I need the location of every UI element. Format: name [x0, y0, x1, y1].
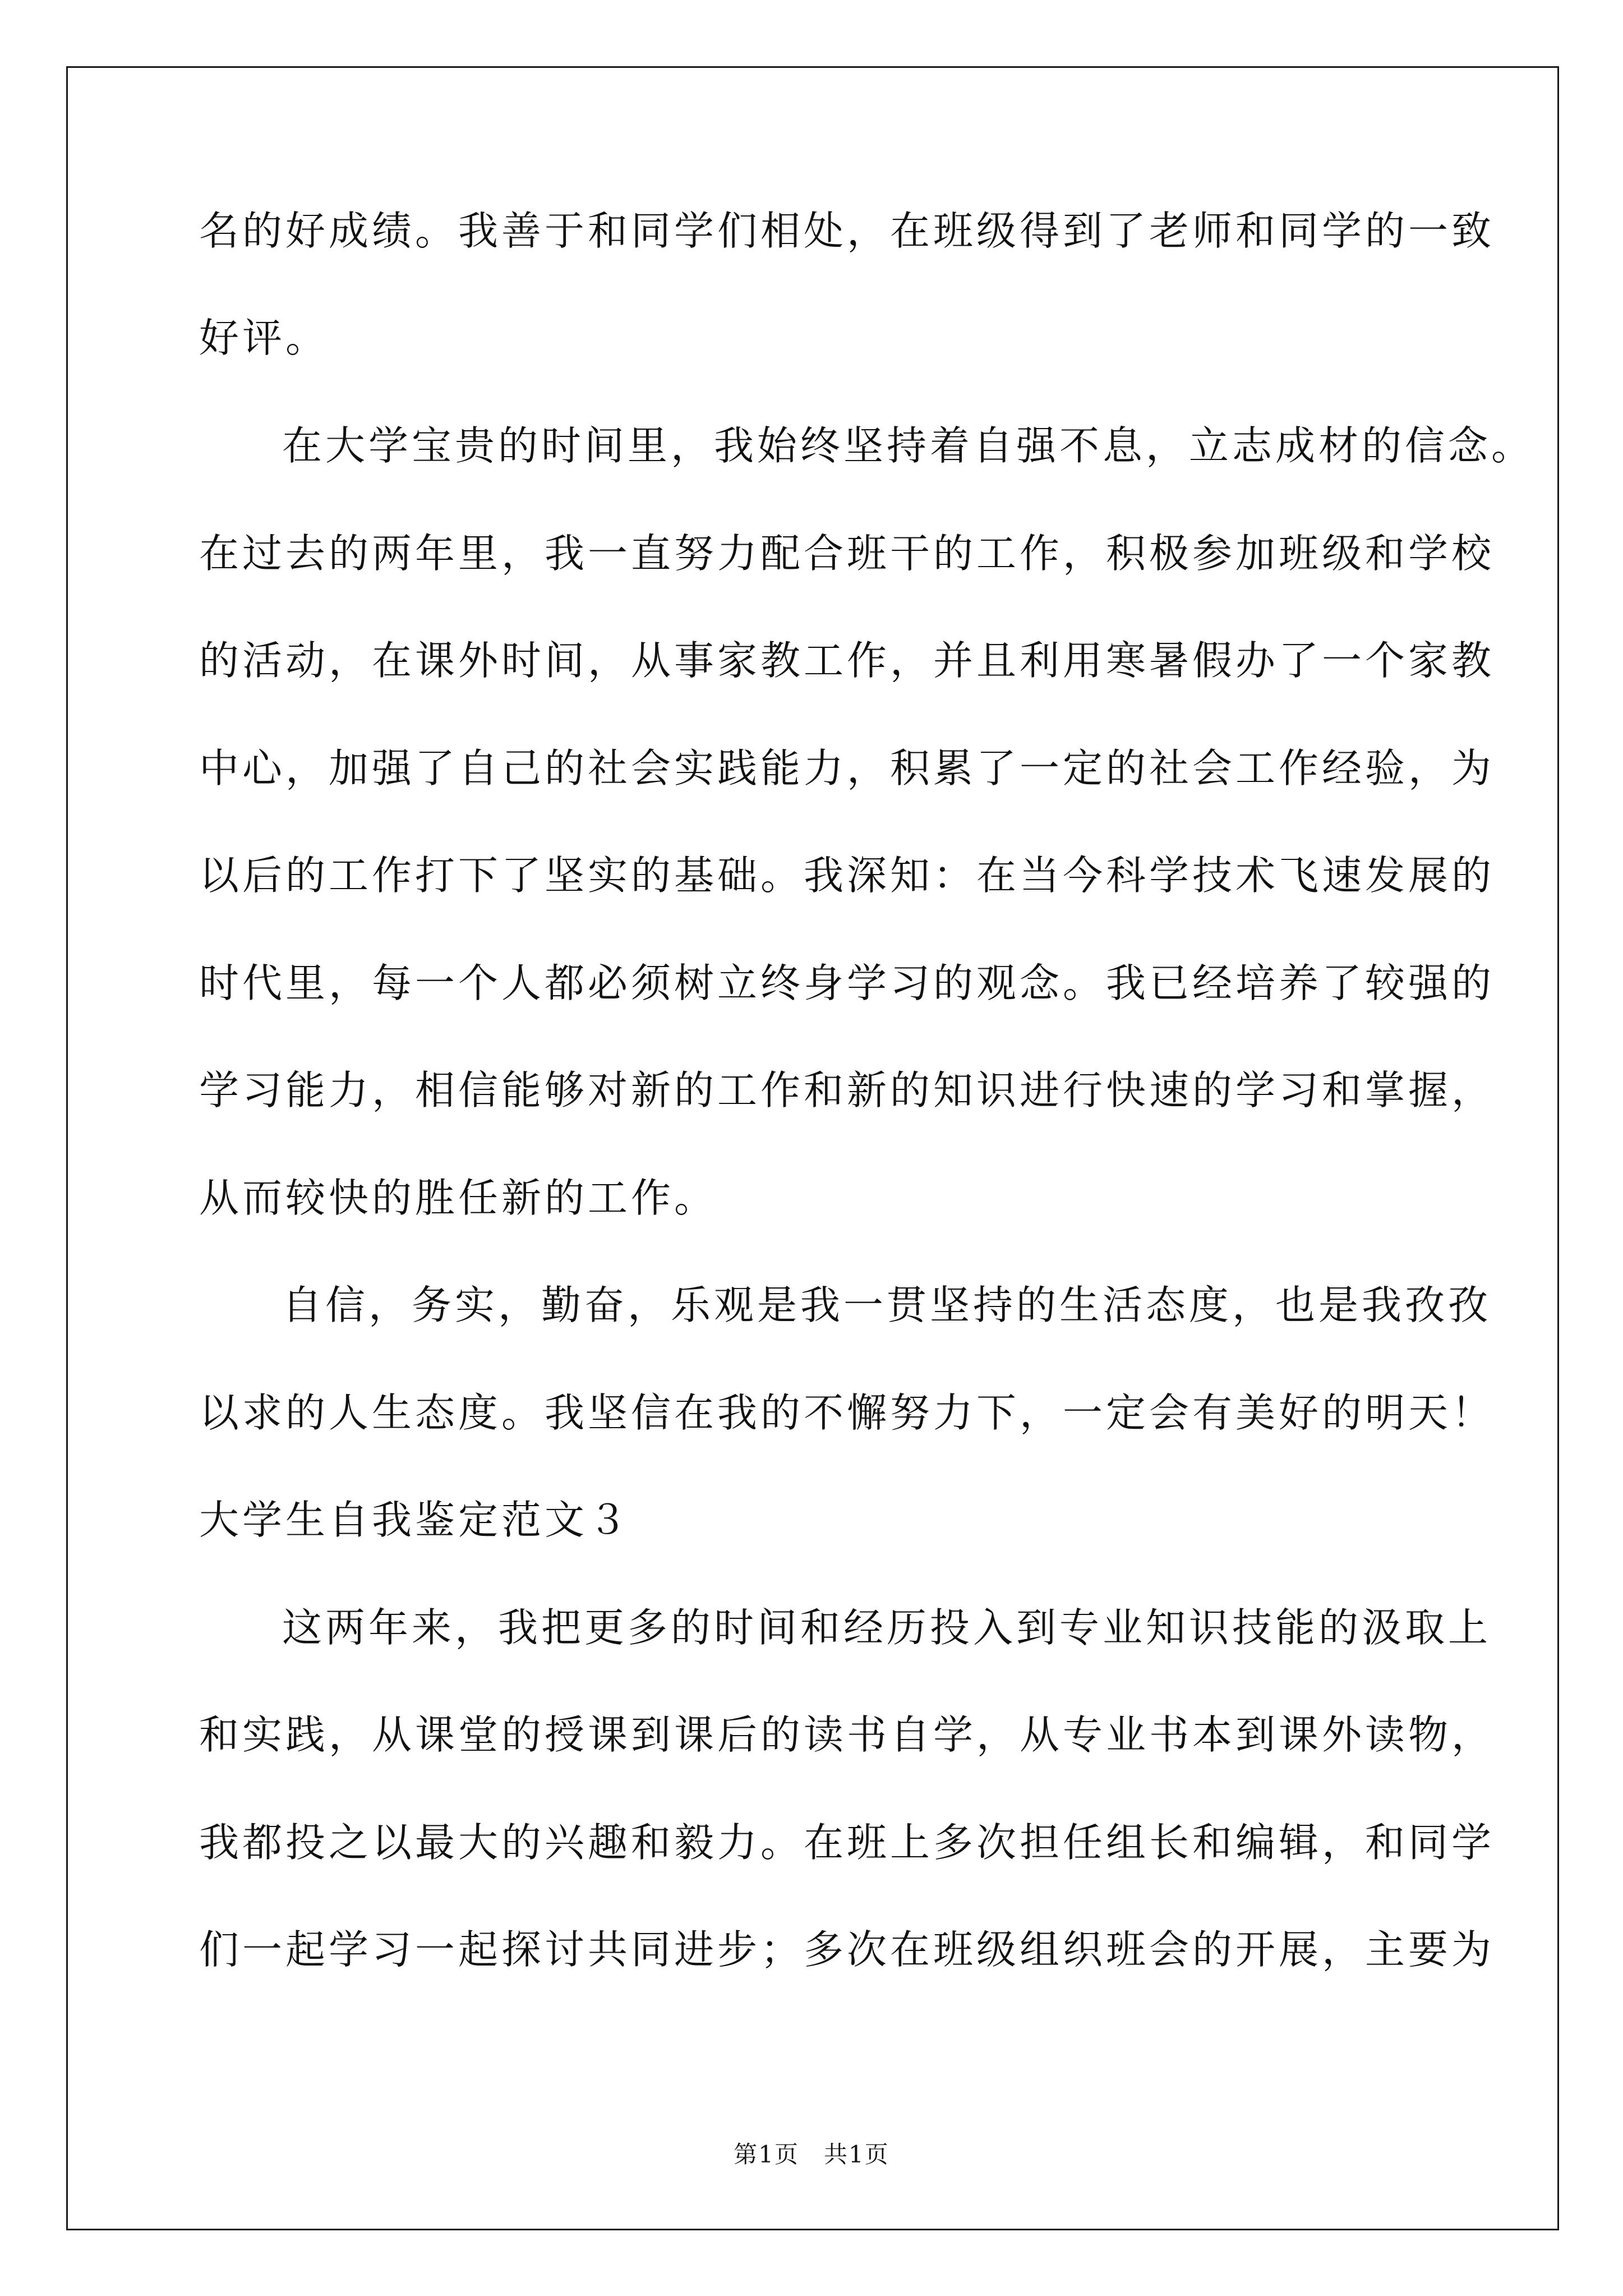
text-line: 名的好成绩。我善于和同学们相处，在班级得到了老师和同学的一致: [199, 208, 1495, 254]
text-line: 我都投之以最大的兴趣和毅力。在班上多次担任组长和编辑，和同学: [199, 1819, 1495, 1866]
text-line: 的活动，在课外时间，从事家教工作，并且利用寒暑假办了一个家教: [199, 637, 1495, 684]
text-line: 学习能力，相信能够对新的工作和新的知识进行快速的学习和掌握，: [199, 1067, 1495, 1114]
text-line: 和实践，从课堂的授课到课后的读书自学，从专业书本到课外读物，: [199, 1711, 1495, 1758]
text-line: 时代里，每一个人都必须树立终身学习的观念。我已经培养了较强的: [199, 960, 1495, 1006]
text-line: 在大学宝贵的时间里，我始终坚持着自强不息，立志成材的信念。: [282, 422, 1535, 469]
text-line: 中心，加强了自己的社会实践能力，积累了一定的社会工作经验，为: [199, 745, 1495, 792]
text-line: 这两年来，我把更多的时间和经历投入到专业知识技能的汲取上: [282, 1604, 1492, 1651]
text-line: 们一起学习一起探讨共同进步；多次在班级组织班会的开展，主要为: [199, 1926, 1495, 1973]
page-footer: 第1页 共1页: [734, 2141, 889, 2168]
text-line: 以求的人生态度。我坚信在我的不懈努力下，一定会有美好的明天！: [199, 1389, 1495, 1436]
text-line: 好评。: [199, 315, 329, 361]
page-border: [66, 66, 1559, 2230]
text-line: 自信，务实，勤奋，乐观是我一贯坚持的生活态度，也是我孜孜: [282, 1282, 1492, 1328]
text-line: 从而较快的胜任新的工作。: [199, 1175, 718, 1221]
text-line: 在过去的两年里，我一直努力配合班干的工作，积极参加班级和学校: [199, 530, 1495, 577]
text-line: 以后的工作打下了坚实的基础。我深知：在当今科学技术飞速发展的: [199, 852, 1495, 899]
section-heading: 大学生自我鉴定范文３: [199, 1497, 631, 1543]
